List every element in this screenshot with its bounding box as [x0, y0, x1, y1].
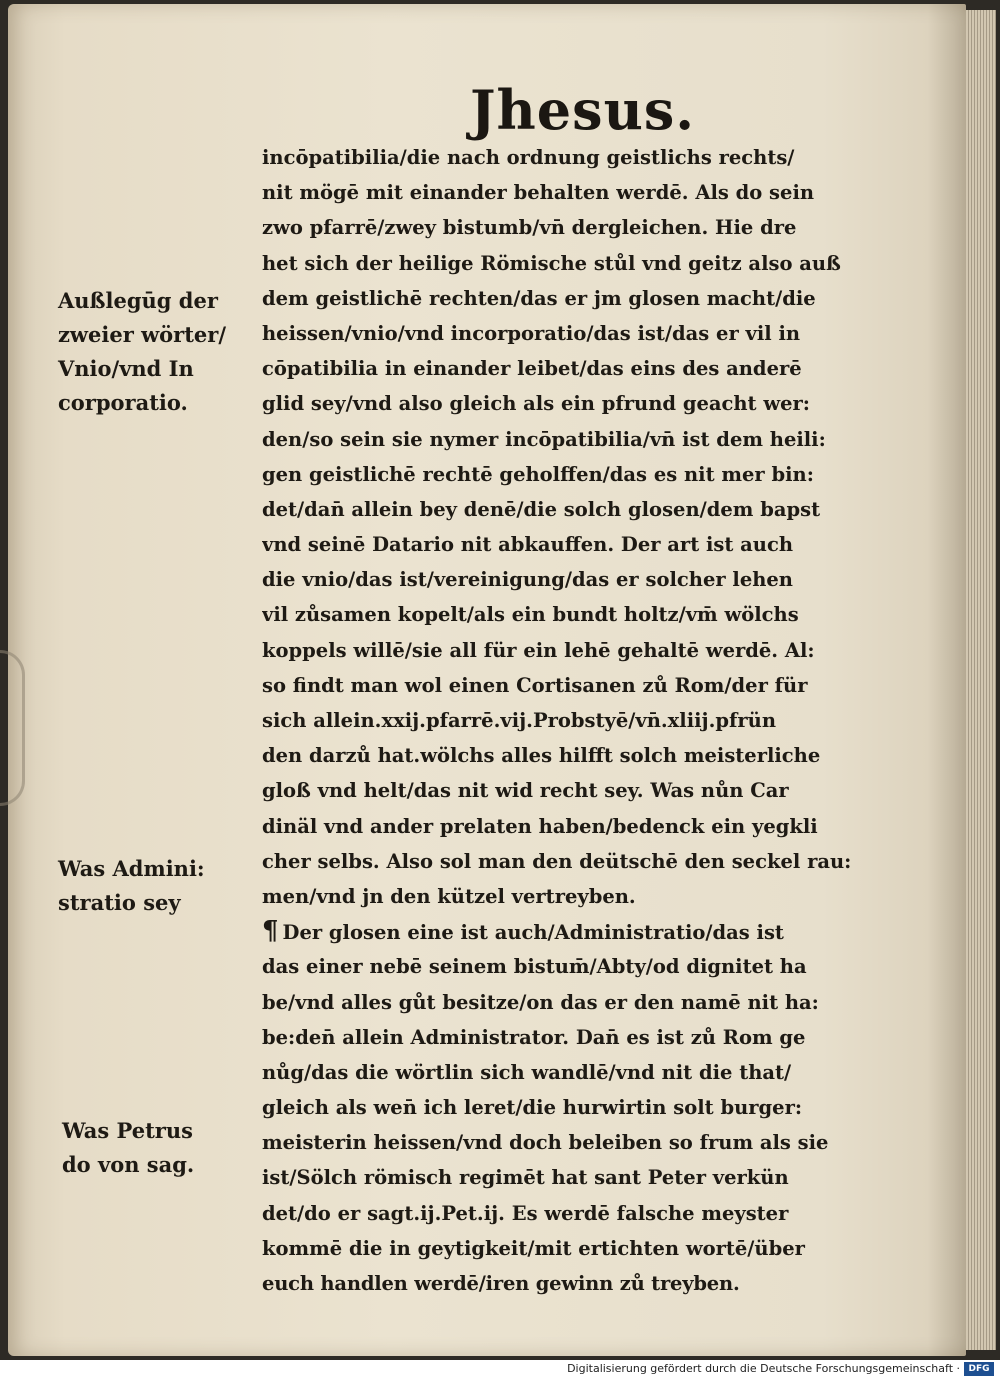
funding-credit: Digitalisierung gefördert durch die Deutsche Forschungsgemeinschaft · [567, 1362, 960, 1375]
margin-note-line: Was Admini: [58, 856, 205, 881]
text-line: gloß vnd helt/das nit wid recht sey. Was nůn Car [262, 779, 789, 803]
text-line: sich allein.xxij.pfarrē.vij.Probstyē/vn̄.xliij.pfrün [262, 709, 777, 732]
text-line: dinäl vnd ander prelaten haben/bedenck ein yegkli [262, 814, 818, 838]
margin-note-line: do von sag. [62, 1152, 195, 1177]
text-line: het sich der heilige Römische stůl vnd geitz also auß [262, 251, 841, 275]
text-line: incōpatibilia/die nach ordnung geistlichs rechts/ [262, 146, 795, 169]
margin-note-line: Vnio/vnd In [58, 356, 194, 381]
text-line: ist/Sölch römisch regimēt hat sant Peter verkün [262, 1166, 789, 1190]
margin-note-line: stratio sey [58, 890, 181, 915]
text-line-content: Der glosen eine ist auch/Administratio/das ist [282, 921, 784, 945]
text-line: den/so sein sie nymer incōpatibilia/vn̄ ist dem heili: [262, 427, 826, 451]
binding-clip-mark [0, 650, 25, 806]
text-line: vnd seinē Datario nit abkauffen. Der art ist auch [262, 533, 794, 557]
text-line: men/vnd jn den kützel vertreyben. [262, 884, 636, 908]
margin-note-administratio [58, 852, 258, 920]
text-line: be/vnd alles gůt besitze/on das er den namē nit ha: [262, 990, 819, 1014]
page-edges [966, 10, 996, 1350]
text-line: den darzů hat.wölchs alles hilfft solch meisterliche [262, 744, 821, 768]
pilcrow-icon: ¶ [262, 916, 279, 947]
text-line: nůg/das die wörtlin sich wandlē/vnd nit die that/ [262, 1060, 792, 1084]
text-line: koppels willē/sie all für ein lehē gehaltē werdē. Al: [262, 638, 815, 662]
text-line: vil zůsamen kopelt/als ein bundt holtz/vm̄ wölchs [262, 603, 799, 627]
dfg-logo: DFG [964, 1362, 994, 1376]
text-line: det/do er sagt.ij.Pet.ij. Es werdē falsche meyster [262, 1201, 789, 1225]
text-line: das einer nebē seinem bistum̄/Abty/od dignitet ha [262, 955, 807, 979]
text-line: be:den̄ allein Administrator. Dan̄ es ist zů Rom ge [262, 1025, 806, 1049]
page-heading: Jhesus. [470, 78, 696, 142]
main-text-block [262, 140, 912, 1301]
text-line: cōpatibilia in einander leibet/das eins des anderē [262, 357, 802, 381]
text-line: euch handlen werdē/iren gewinn zů treyben. [262, 1272, 740, 1295]
margin-note-line: corporatio. [58, 390, 188, 415]
text-line: zwo pfarrē/zwey bistumb/vn̄ dergleichen. Hie dre [262, 216, 797, 240]
text-line: nit mögē mit einander behalten werdē. Als do sein [262, 181, 815, 205]
text-line: die vnio/das ist/vereinigung/das er solcher lehen [262, 568, 793, 592]
margin-note-line: zweier wörter/ [58, 322, 227, 347]
margin-note-unio [58, 284, 258, 420]
text-line: heissen/vnio/vnd incorporatio/das ist/das er vil in [262, 321, 801, 345]
text-line: glid sey/vnd also gleich als ein pfrund geacht wer: [262, 392, 811, 416]
margin-note-line: Was Petrus [62, 1118, 193, 1143]
text-line: det/dan̄ allein bey denē/die solch glosen/dem bapst [262, 497, 821, 521]
text-line-paragraph-start [262, 914, 912, 949]
margin-note-line: Außlegūg der [58, 288, 218, 313]
margin-note-petrus [62, 1114, 262, 1182]
text-line: gen geistlichē rechtē geholffen/das es nit mer bin: [262, 462, 814, 486]
text-line: meisterin heissen/vnd doch beleiben so frum als sie [262, 1131, 829, 1155]
text-line: dem geistlichē rechten/das er jm glosen macht/die [262, 286, 816, 310]
text-line: kommē die in geytigkeit/mit ertichten wortē/über [262, 1236, 805, 1260]
text-line: cher selbs. Also sol man den deütschē den seckel rau: [262, 849, 852, 873]
text-line: gleich als wen̄ ich leret/die hurwirtin solt burger: [262, 1096, 803, 1120]
text-line: so findt man wol einen Cortisanen zů Rom/der für [262, 673, 808, 697]
